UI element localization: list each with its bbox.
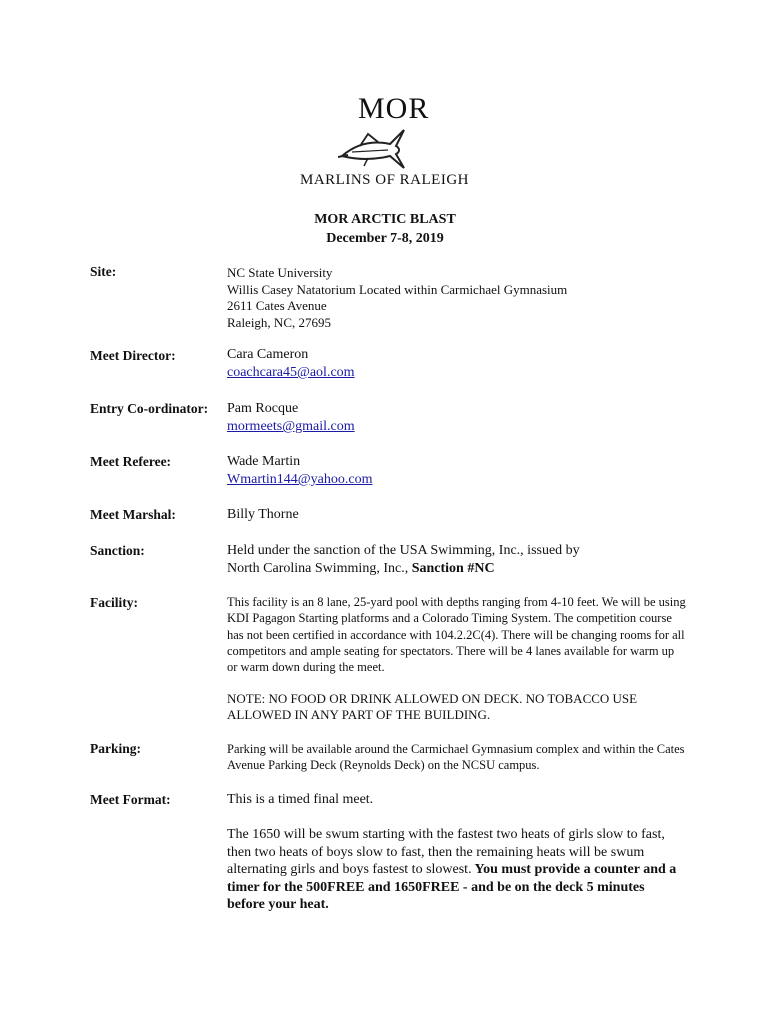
entry-coordinator-value bbox=[227, 400, 355, 436]
site-line: Raleigh, NC, 27695 bbox=[227, 314, 331, 330]
parking-description: Parking will be available around the Carmichael Gymnasium complex and within the Cates Avenue Parking Deck (Reynolds Deck) on the NCSU campus. bbox=[227, 742, 685, 773]
entry-coordinator-label: Entry Co-ordinator: bbox=[90, 401, 209, 416]
entry-coordinator-email-link[interactable]: mormeets@gmail.com bbox=[227, 419, 355, 434]
parking-label: Parking: bbox=[90, 741, 142, 756]
meet-referee-name: Wade Martin bbox=[227, 454, 301, 469]
facility-note: NOTE: NO FOOD OR DRINK ALLOWED ON DECK. NO TOBACCO USE ALLOWED IN ANY PART OF THE BUILDING. bbox=[227, 691, 638, 723]
meet-marshal-name: Billy Thorne bbox=[227, 507, 299, 522]
site-line: Willis Casey Natatorium Located within Carmichael Gymnasium bbox=[227, 281, 568, 297]
sanction-label: Sanction: bbox=[90, 543, 145, 558]
site-line: NC State University bbox=[227, 265, 333, 280]
marlin-icon bbox=[338, 122, 408, 172]
facility-label: Facility: bbox=[90, 595, 138, 610]
marlins-logo bbox=[296, 92, 476, 192]
meet-referee-label: Meet Referee: bbox=[90, 454, 172, 469]
meet-director-email-link[interactable]: coachcara45@aol.com bbox=[227, 365, 355, 380]
sanction-value bbox=[227, 542, 580, 578]
site-line: 2611 Cates Avenue bbox=[227, 298, 327, 313]
logo-top-text: MOR bbox=[358, 92, 430, 125]
logo-bottom-text: MARLINS OF RALEIGH bbox=[300, 172, 470, 188]
meet-format-intro: This is a timed final meet. bbox=[227, 792, 374, 807]
facility-description: This facility is an 8 lane, 25-yard pool with depths ranging from 4-10 feet. We will be using KDI Pagagon Starting platforms and a Colorado Timing System. The competition course has not been certified in accordance with 104.2.2C(4). There will be changing rooms for all competitors and ample seating for spectators. There will be 4 lanes available for warm up or warm down during the meet. bbox=[227, 595, 686, 675]
meet-date: December 7-8, 2019 bbox=[326, 231, 444, 246]
meet-referee-email-link[interactable]: Wmartin144@yahoo.com bbox=[227, 472, 373, 487]
site-label: Site: bbox=[90, 264, 117, 279]
meet-title: MOR ARCTIC BLAST bbox=[314, 212, 456, 227]
sanction-line-1: Held under the sanction of the USA Swimming, Inc., issued by bbox=[227, 543, 580, 558]
meet-director-label: Meet Director: bbox=[90, 348, 176, 363]
entry-coordinator-name: Pam Rocque bbox=[227, 401, 299, 416]
meet-format-requirement: You must provide a counter and a timer for the 500FREE and 1650FREE - and be on the deck 5 minutes before your heat. bbox=[227, 862, 677, 913]
meet-marshal-label: Meet Marshal: bbox=[90, 507, 176, 522]
sanction-number: Sanction #NC bbox=[411, 561, 495, 576]
meet-referee-value bbox=[227, 453, 372, 489]
meet-director-name: Cara Cameron bbox=[227, 347, 309, 362]
meet-format-text: The 1650 will be swum starting with the fastest two heats of girls slow to fast, then two heats of boys slow to fast, then the remaining heats will be swum alternating girls and boys fastest to slowest. bbox=[227, 827, 665, 878]
meet-director-value bbox=[227, 346, 355, 382]
sanction-line-2 bbox=[227, 560, 580, 578]
meet-format-label: Meet Format: bbox=[90, 792, 171, 807]
meet-format-paragraph bbox=[227, 826, 682, 914]
sanction-issuer: North Carolina Swimming, Inc., bbox=[227, 561, 409, 576]
site-value bbox=[227, 265, 567, 331]
